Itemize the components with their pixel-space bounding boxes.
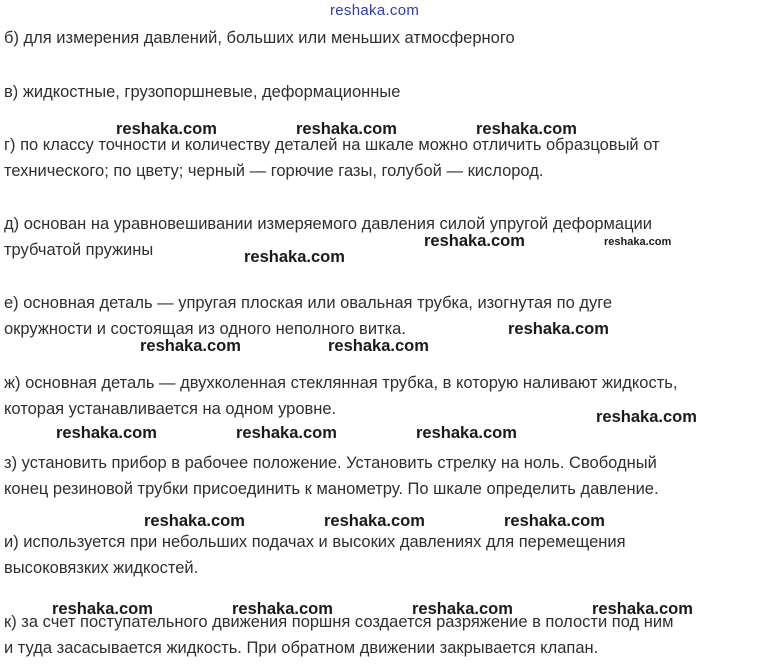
answer-line-z-2: конец резиновой трубки присоединить к манометру. По шкале определить давление. [4, 480, 659, 498]
answer-line-zh-1: ж) основная деталь — двухколенная стеклянная трубка, в которую наливают жидкость, [4, 374, 678, 392]
watermark: reshaka.com [416, 424, 517, 442]
watermark: reshaka.com [232, 600, 333, 618]
watermark: reshaka.com [592, 600, 693, 618]
answer-line-i-1: и) используется при небольших подачах и высоких давлениях для перемещения [4, 533, 626, 551]
watermark: reshaka.com [412, 600, 513, 618]
answer-line-k-1: к) за счет поступательного движения поршня создается разряжение в полости под ним [4, 613, 674, 631]
watermark: reshaka.com [236, 424, 337, 442]
watermark: reshaka.com [596, 408, 697, 426]
watermark: reshaka.com [324, 512, 425, 530]
answer-line-e-1: е) основная деталь — упругая плоская или овальная трубка, изогнутая по дуге [4, 294, 613, 312]
answer-line-k-2: и туда засасывается жидкость. При обратном движении закрывается клапан. [4, 639, 599, 657]
watermark: reshaka.com [604, 236, 672, 248]
watermark: reshaka.com [296, 120, 397, 138]
watermark: reshaka.com [244, 248, 345, 266]
watermark: reshaka.com [328, 337, 429, 355]
watermark: reshaka.com [116, 120, 217, 138]
answer-line-d-1: д) основан на уравновешивании измеряемого давления силой упругой деформации [4, 215, 652, 233]
answer-line-zh-2: которая устанавливается на одном уровне. [4, 400, 337, 418]
watermark: reshaka.com [504, 512, 605, 530]
watermark: reshaka.com [508, 320, 609, 338]
answer-line-e-2: окружности и состоящая из одного неполного витка. [4, 320, 406, 338]
answer-line-d-2: трубчатой пружины [4, 241, 154, 259]
header-watermark: reshaka.com [330, 2, 420, 19]
answer-line-g-1: г) по классу точности и количеству деталей на шкале можно отличить образцовый от [4, 136, 660, 154]
watermark: reshaka.com [140, 337, 241, 355]
watermark: reshaka.com [424, 232, 525, 250]
answer-line-b: б) для измерения давлений, больших или меньших атмосферного [4, 29, 515, 47]
answer-line-i-2: высоковязких жидкостей. [4, 559, 199, 577]
watermark: reshaka.com [56, 424, 157, 442]
answer-line-z-1: з) установить прибор в рабочее положение. Установить стрелку на ноль. Свободный [4, 454, 657, 472]
answer-line-g-2: технического; по цвету; черный — горючие газы, голубой — кислород. [4, 162, 544, 180]
watermark: reshaka.com [144, 512, 245, 530]
watermark: reshaka.com [476, 120, 577, 138]
watermark: reshaka.com [52, 600, 153, 618]
answer-line-v: в) жидкостные, грузопоршневые, деформационные [4, 83, 401, 101]
